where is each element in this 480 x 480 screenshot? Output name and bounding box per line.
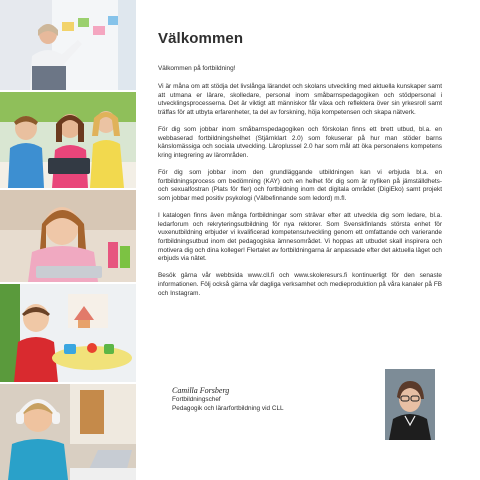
photo-teacher-whiteboard	[0, 0, 136, 90]
photo-boy-headphones	[0, 384, 136, 480]
photo-kids-tablet	[0, 92, 136, 188]
photo-strip	[0, 0, 136, 480]
paragraph-basic-education: För dig som jobbar inom den grundläggande utbildningen kan vi erbjuda bl.a. en fortbildningsprocess om bedömning (KAY) och en helhet för dig som är nyfiken på jämställdhets- och sexualfostran (Plats för fler) och fortbildning inom det digitala området (DigiEko) samt projekt som jobbar med positiv psykologi (Välbefinnande som ledord) m.fl.	[158, 169, 442, 202]
signature-unit: Pedagogik och lärarfortbildning vid CLL	[172, 404, 284, 412]
signature-name: Camilla Forsberg	[172, 386, 230, 395]
photo-toddler-toys	[0, 284, 136, 382]
portrait-photo	[385, 369, 435, 440]
photo-girl-tablet	[0, 190, 136, 282]
welcome-letter	[158, 30, 442, 307]
paragraph-website: Besök gärna vår webbsida www.cll.fi och www.skoleresurs.fi kontinuerligt för den senaste informationen. Följ också gärna vår dagliga verksamhet och medieproduktion på våra kanaler på FB och Instagram.	[158, 272, 442, 297]
greeting-text: Välkommen på fortbildning!	[158, 65, 236, 72]
paragraph-intro: Vi är måna om att stödja det livslånga lärandet och skolans utveckling med aktuella kunskaper samt att utmana er lärare, skolledare, personal inom småbarnspedagogiken och stödpersonal i utvecklingsprocesserna. Det är viktigt att människor får växa och reflektera över sin yrkesroll samt träffas för att utbyta erfarenheter, ta del av forskning, höja kompetensen och skapa nätverk.	[158, 82, 442, 116]
signature-role: Fortbildningschef	[172, 396, 221, 403]
paragraph-early-childhood: För dig som jobbar inom småbarnspedagogiken och förskolan finns ett brett utbud, bl.a. en webbaserad fortbildningshelhet (Stjärnklart 2.0) som fokuserar på hur man stöder barns känslomässiga och sociala utveckling. Läroplussel 2.0 har som mål att öka personalens kompetens kring integrering av lärområden.	[158, 126, 442, 159]
signature-block	[172, 386, 372, 413]
paragraph-leadership: I katalogen finns även många fortbildningar som strävar efter att utveckla dig som ledare, bl.a. ledarforum och rekryteringsutbildning för nya rektorer. Som Svenskfinlands största enhet för vuxenutbildning erbjuder vi kvalificerad kompetensutveckling genom ett omfattande och varierande fortbildningsutbud inom det pedagogiska ämnesområdet. Vi hoppas att utbudet skall inspirera och motivera dig och dina kolleger! Flertalet av fortbildningarna är anpassade efter det aktuella läget och erbjuds via nätet.	[158, 212, 442, 263]
page-title: Välkommen	[158, 30, 244, 47]
